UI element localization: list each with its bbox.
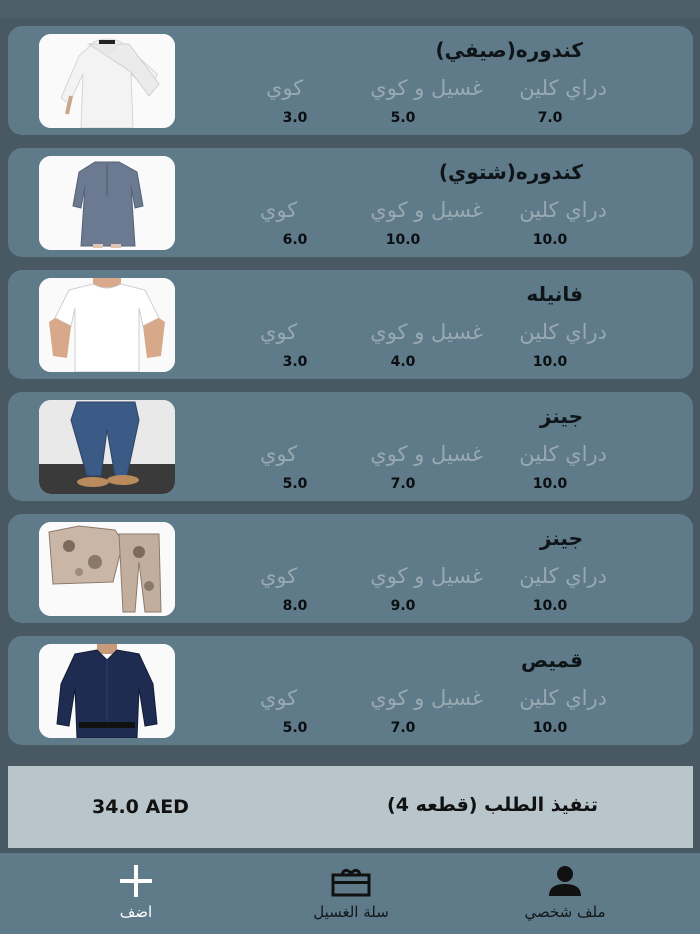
price-dry-clean: 7.0 [537, 110, 563, 126]
price-iron: 5.0 [282, 720, 308, 736]
bottom-nav [0, 853, 700, 934]
price-iron: 6.0 [282, 232, 308, 248]
price-iron: 3.0 [282, 110, 308, 126]
total-amount: 34.0 AED [92, 796, 189, 818]
nav-profile[interactable] [500, 863, 630, 921]
item-card[interactable] [8, 636, 693, 745]
service-wash-iron[interactable]: غسيل و كوي [370, 564, 483, 588]
service-iron[interactable]: كوي [266, 76, 304, 100]
basket-icon [286, 863, 416, 899]
item-title: كندوره(صيفي) [435, 38, 583, 62]
price-dry-clean: 10.0 [532, 232, 568, 248]
white-tshirt-image [39, 278, 175, 372]
service-dry-clean[interactable]: دراي كلين [519, 686, 607, 710]
item-card[interactable] [8, 26, 693, 135]
nav-add-label: اضف [119, 903, 153, 921]
white-kandura-image [39, 34, 175, 128]
service-dry-clean[interactable]: دراي كلين [519, 564, 607, 588]
service-wash-iron[interactable]: غسيل و كوي [370, 686, 483, 710]
nav-basket[interactable] [286, 863, 416, 921]
nav-add[interactable] [71, 863, 201, 921]
price-wash-iron: 9.0 [390, 598, 416, 614]
price-iron: 8.0 [282, 598, 308, 614]
service-iron[interactable]: كوي [260, 564, 298, 588]
price-dry-clean: 10.0 [532, 720, 568, 736]
price-iron: 3.0 [282, 354, 308, 370]
service-iron[interactable]: كوي [260, 320, 298, 344]
service-dry-clean[interactable]: دراي كلين [519, 198, 607, 222]
plus-icon [71, 863, 201, 899]
service-iron[interactable]: كوي [260, 442, 298, 466]
item-title: قميص [521, 648, 583, 672]
grey-kandura-image [39, 156, 175, 250]
item-title: كندوره(شتوي) [438, 160, 583, 184]
camouflage-uniform-image [39, 522, 175, 616]
jeans-image [39, 400, 175, 494]
item-title: جينز [539, 526, 583, 550]
price-wash-iron: 7.0 [390, 720, 416, 736]
price-dry-clean: 10.0 [532, 354, 568, 370]
item-title: فانيله [526, 282, 583, 306]
item-card[interactable] [8, 148, 693, 257]
item-card[interactable] [8, 270, 693, 379]
service-wash-iron[interactable]: غسيل و كوي [370, 76, 483, 100]
item-card[interactable] [8, 514, 693, 623]
nav-basket-label: سلة الغسيل [313, 903, 389, 921]
service-wash-iron[interactable]: غسيل و كوي [370, 442, 483, 466]
price-iron: 5.0 [282, 476, 308, 492]
checkout-button[interactable]: تنفيذ الطلب (قطعه 4) [387, 794, 598, 816]
item-card[interactable] [8, 392, 693, 501]
person-icon [500, 863, 630, 899]
price-wash-iron: 7.0 [390, 476, 416, 492]
checkout-bar[interactable] [8, 766, 693, 848]
service-dry-clean[interactable]: دراي كلين [519, 442, 607, 466]
item-title: جينز [539, 404, 583, 428]
service-iron[interactable]: كوي [260, 198, 298, 222]
status-bar [0, 0, 700, 18]
nav-profile-label: ملف شخصي [524, 903, 606, 921]
price-dry-clean: 10.0 [532, 476, 568, 492]
price-dry-clean: 10.0 [532, 598, 568, 614]
navy-shirt-image [39, 644, 175, 738]
service-dry-clean[interactable]: دراي كلين [519, 320, 607, 344]
service-wash-iron[interactable]: غسيل و كوي [370, 320, 483, 344]
price-wash-iron: 5.0 [390, 110, 416, 126]
price-wash-iron: 4.0 [390, 354, 416, 370]
service-iron[interactable]: كوي [260, 686, 298, 710]
service-wash-iron[interactable]: غسيل و كوي [370, 198, 483, 222]
service-dry-clean[interactable]: دراي كلين [519, 76, 607, 100]
price-wash-iron: 10.0 [385, 232, 421, 248]
